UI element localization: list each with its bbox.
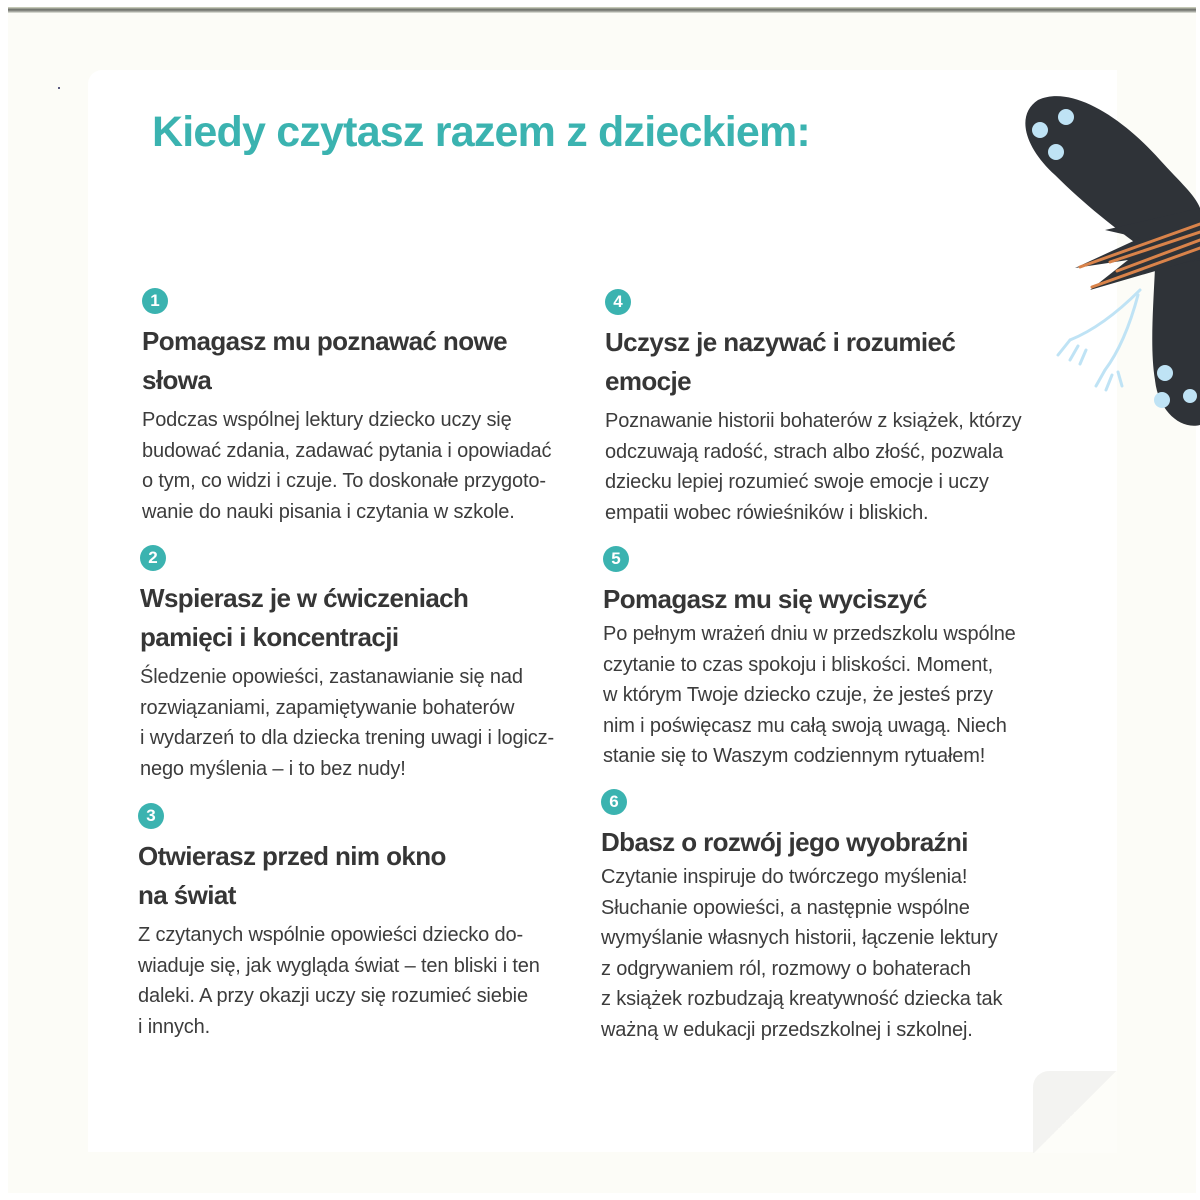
body-line: w którym Twoje dziecko czuje, że jesteś przy (603, 684, 993, 706)
butterfly-wing-icon (1010, 90, 1200, 430)
list-item-1 (142, 288, 602, 527)
item-heading (138, 837, 598, 915)
body-line: Śledzenie opowieści, zastanawianie się nad (140, 666, 523, 688)
number-badge: 3 (138, 803, 164, 829)
number-badge: 6 (601, 789, 627, 815)
item-heading (142, 322, 602, 400)
body-line: czytanie to czas spokoju i bliskości. Moment, (603, 653, 994, 676)
item-body (138, 920, 598, 1042)
page-title: Kiedy czytasz razem z dzieckiem: (152, 108, 810, 156)
item-heading-line: emocje (605, 366, 692, 396)
item-heading (140, 579, 600, 657)
item-body (601, 862, 1061, 1045)
body-line: i wydarzeń to dla dziecka trening uwagi i logicz- (140, 727, 554, 749)
number-badge: 4 (605, 289, 631, 315)
body-line: odczuwają radość, strach albo złość, pozwala (605, 440, 1004, 463)
list-item-3 (138, 803, 598, 1042)
body-line: wiaduje się, jak wygląda świat – ten bliski i ten (138, 954, 540, 977)
body-line: dziecku lepiej rozumieć swoje emocje i uczy (605, 471, 989, 493)
body-line: z książek rozbudzają kreatywność dziecka tak (601, 988, 1003, 1010)
body-line: Po pełnym wrażeń dniu w przedszkolu wspólne (603, 623, 1016, 645)
body-line: Podczas wspólnej lektury dziecko uczy się (142, 409, 512, 431)
body-line: empatii wobec rówieśników i bliskich. (605, 501, 929, 524)
number-badge: 2 (140, 545, 166, 571)
item-body (142, 405, 602, 527)
body-line: rozwiązaniami, zapamiętywanie bohaterów (140, 696, 515, 719)
body-line: nego myślenia – i to bez nudy! (140, 757, 406, 780)
page-curl-corner (1033, 1071, 1117, 1153)
body-line: Słuchanie opowieści, a następnie wspólne (601, 896, 970, 919)
body-line: stanie się to Waszym codziennym rytuałem! (603, 745, 986, 767)
number-badge: 5 (603, 546, 629, 572)
scan-speck (58, 87, 60, 89)
item-body (605, 406, 1065, 528)
item-body (140, 662, 600, 784)
body-line: o tym, co widzi i czuje. To doskonałe przygoto- (142, 470, 546, 492)
antennae (1058, 290, 1140, 390)
item-heading-line: Otwierasz przed nim okno (138, 841, 446, 871)
number-badge: 1 (142, 288, 168, 314)
item-heading-line: pamięci i koncentracji (140, 622, 399, 652)
body-line: ważną w edukacji przedszkolnej i szkolnej. (601, 1018, 973, 1041)
body-line: wanie do nauki pisania i czytania w szkole. (142, 500, 515, 523)
body-line: Z czytanych wspólnie opowieści dziecko do- (138, 924, 523, 946)
item-heading-line: Dbasz o rozwój jego wyobraźni (601, 827, 968, 857)
item-heading (603, 580, 1063, 619)
item-heading (601, 823, 1061, 862)
item-heading-line: Uczysz je nazywać i rozumieć (605, 327, 956, 357)
top-edge-rule (8, 7, 1196, 13)
list-item-6 (601, 789, 1061, 1045)
body-line: daleki. A przy okazji uczy się rozumieć siebie (138, 985, 528, 1007)
list-item-2 (140, 545, 600, 784)
body-line: wymyślanie własnych historii, łączenie lektury (601, 927, 998, 949)
body-line: Czytanie inspiruje do twórczego myślenia! (601, 866, 968, 888)
item-heading (605, 323, 1065, 401)
body-line: budować zdania, zadawać pytania i opowiadać (142, 439, 552, 462)
item-heading-line: Pomagasz mu poznawać nowe (142, 326, 507, 356)
body-line: i innych. (138, 1015, 211, 1038)
item-body (603, 619, 1063, 772)
list-item-4 (605, 289, 1065, 528)
body-line: z odgrywaniem ról, rozmowy o bohaterach (601, 957, 971, 980)
item-heading-line: słowa (142, 365, 212, 395)
item-heading-line: na świat (138, 880, 236, 910)
body-line: Poznawanie historii bohaterów z książek, którzy (605, 410, 1022, 432)
list-item-5 (603, 546, 1063, 772)
body-line: nim i poświęcasz mu całą swoją uwagą. Niech (603, 714, 1007, 737)
item-heading-line: Pomagasz mu się wyciszyć (603, 584, 927, 614)
item-heading-line: Wspierasz je w ćwiczeniach (140, 583, 469, 613)
